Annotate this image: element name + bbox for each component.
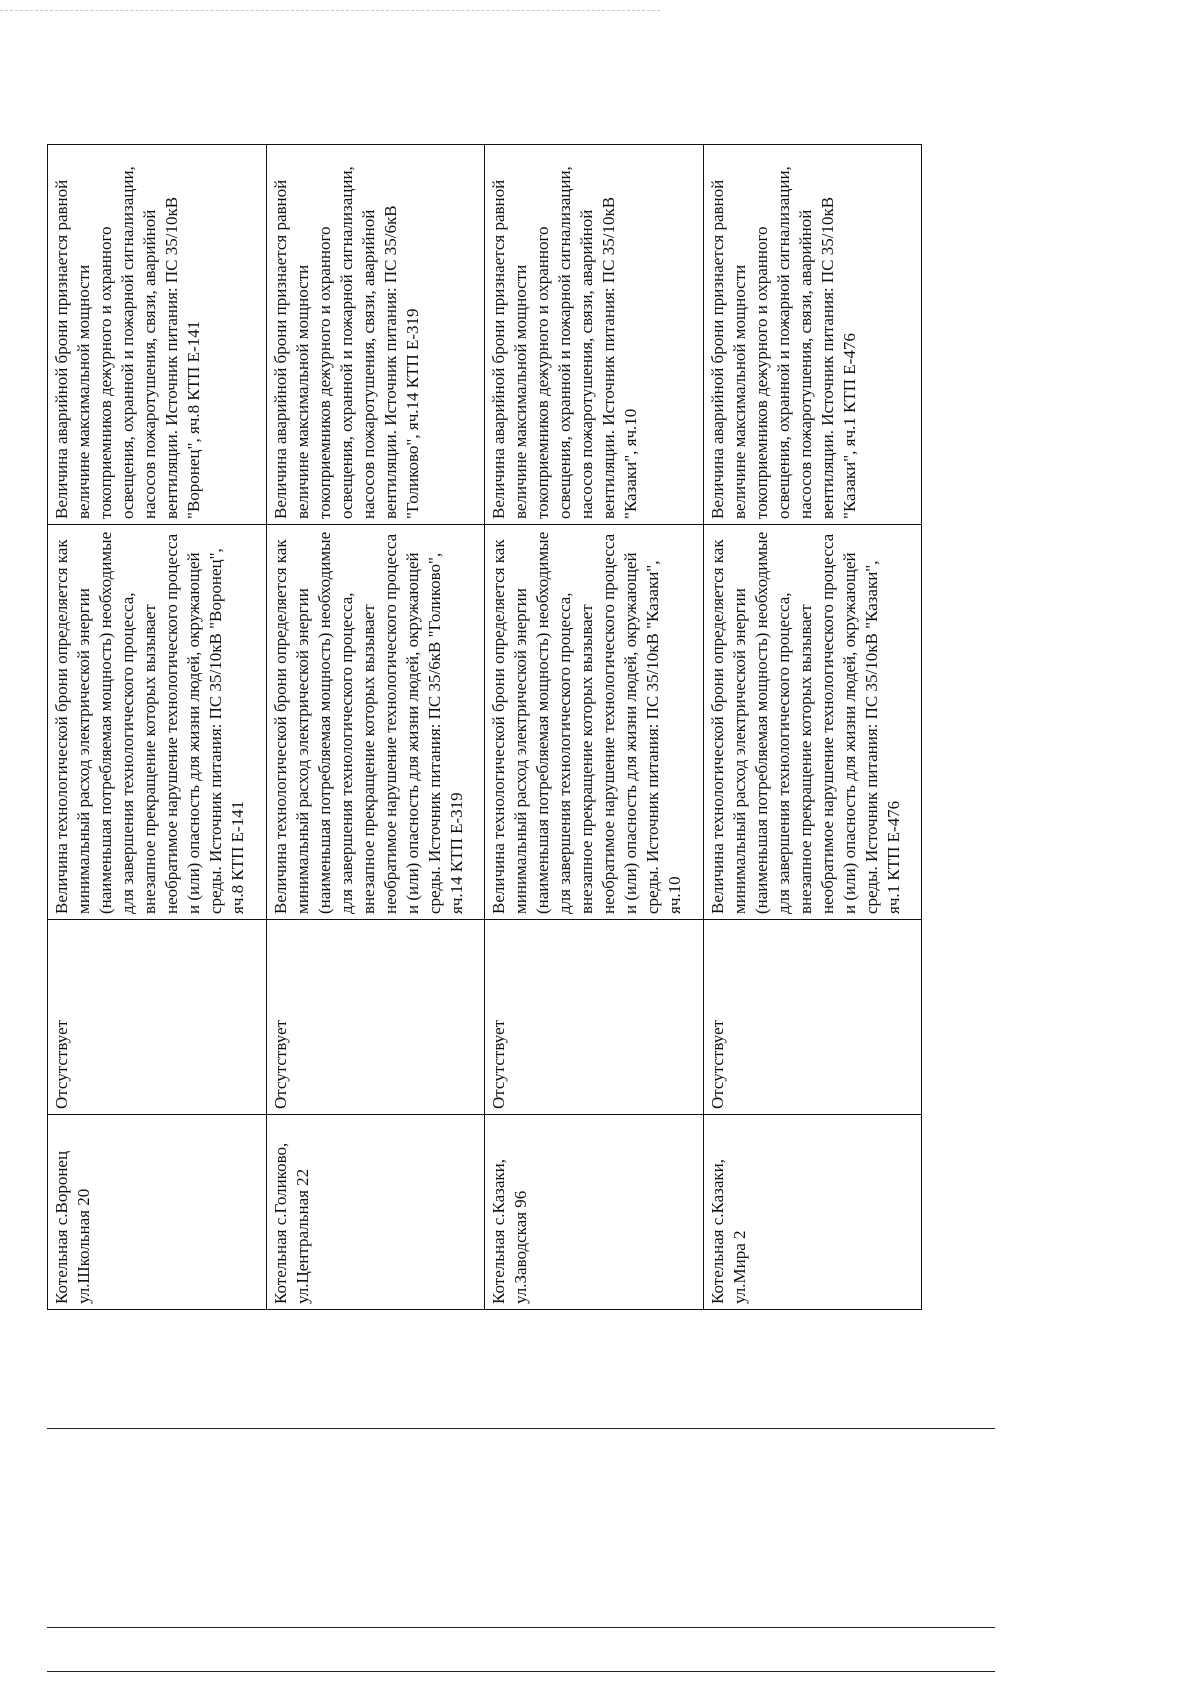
technological-reserve-cell: Величина технологической брони определяется как минимальный расход электрической энергии (наименьшая потребляемая мощность) необходимые для завершения технологического процесса, внезапное прекращение которых вызывает необратимое нарушение технологического процесса и (или) опасность для жизни людей, окружающей среды. Источник питания: ПС 35/10кВ "Воронец", яч.8 КТП Е-141 — [48, 525, 267, 920]
emergency-reserve-cell: Величина аварийной брони признается равной величине максимальной мощности токоприемников дежурного и охранного освещения, охранной и пожарной сигнализации, насосов пожаротушения, связи, аварийной вентиляции. Источник питания: ПС 35/6кВ "Голиково", яч.14 КТП Е-319 — [266, 145, 485, 525]
status-cell: Отсутствует — [266, 920, 485, 1115]
scan-edge-line — [0, 10, 660, 11]
table-row — [485, 145, 704, 1310]
rotated-table-container — [47, 145, 922, 1310]
table-row — [48, 145, 267, 1310]
horizontal-rule — [47, 1428, 995, 1429]
object-cell: Котельная с.Казаки, ул.Мира 2 — [703, 1115, 922, 1310]
table-row — [266, 145, 485, 1310]
status-cell: Отсутствует — [703, 920, 922, 1115]
object-cell: Котельная с.Воронец ул.Школьная 20 — [48, 1115, 267, 1310]
emergency-reserve-cell: Величина аварийной брони признается равной величине максимальной мощности токоприемников дежурного и охранного освещения, охранной и пожарной сигнализации, насосов пожаротушения, связи, аварийной вентиляции. Источник питания: ПС 35/10кВ "Казаки", яч.1 КТП Е-476 — [703, 145, 922, 525]
horizontal-rule — [47, 1671, 995, 1672]
emergency-reserve-cell: Величина аварийной брони признается равной величине максимальной мощности токоприемников дежурного и охранного освещения, охранной и пожарной сигнализации, насосов пожаротушения, связи, аварийной вентиляции. Источник питания: ПС 35/10кВ "Воронец", яч.8 КТП Е-141 — [48, 145, 267, 525]
object-cell: Котельная с.Голиково, ул.Центральная 22 — [266, 1115, 485, 1310]
technological-reserve-cell: Величина технологической брони определяется как минимальный расход электрической энергии (наименьшая потребляемая мощность) необходимые для завершения технологического процесса, внезапное прекращение которых вызывает необратимое нарушение технологического процесса и (или) опасность для жизни людей, окружающей среды. Источник питания: ПС 35/6кВ "Голиково", яч.14 КТП Е-319 — [266, 525, 485, 920]
power-reserve-table — [47, 144, 922, 1310]
status-cell: Отсутствует — [48, 920, 267, 1115]
status-cell: Отсутствует — [485, 920, 704, 1115]
technological-reserve-cell: Величина технологической брони определяется как минимальный расход электрической энергии (наименьшая потребляемая мощность) необходимые для завершения технологического процесса, внезапное прекращение которых вызывает необратимое нарушение технологического процесса и (или) опасность для жизни людей, окружающей среды. Источник питания: ПС 35/10кВ "Казаки", яч.1 КТП Е-476 — [703, 525, 922, 920]
technological-reserve-cell: Величина технологической брони определяется как минимальный расход электрической энергии (наименьшая потребляемая мощность) необходимые для завершения технологического процесса, внезапное прекращение которых вызывает необратимое нарушение технологического процесса и (или) опасность для жизни людей, окружающей среды. Источник питания: ПС 35/10кВ "Казаки", яч.10 — [485, 525, 704, 920]
horizontal-rule — [47, 1627, 995, 1628]
table-row — [703, 145, 922, 1310]
object-cell: Котельная с.Казаки, ул.Заводская 96 — [485, 1115, 704, 1310]
emergency-reserve-cell: Величина аварийной брони признается равной величине максимальной мощности токоприемников дежурного и охранного освещения, охранной и пожарной сигнализации, насосов пожаротушения, связи, аварийной вентиляции. Источник питания: ПС 35/10кВ "Казаки", яч.10 — [485, 145, 704, 525]
